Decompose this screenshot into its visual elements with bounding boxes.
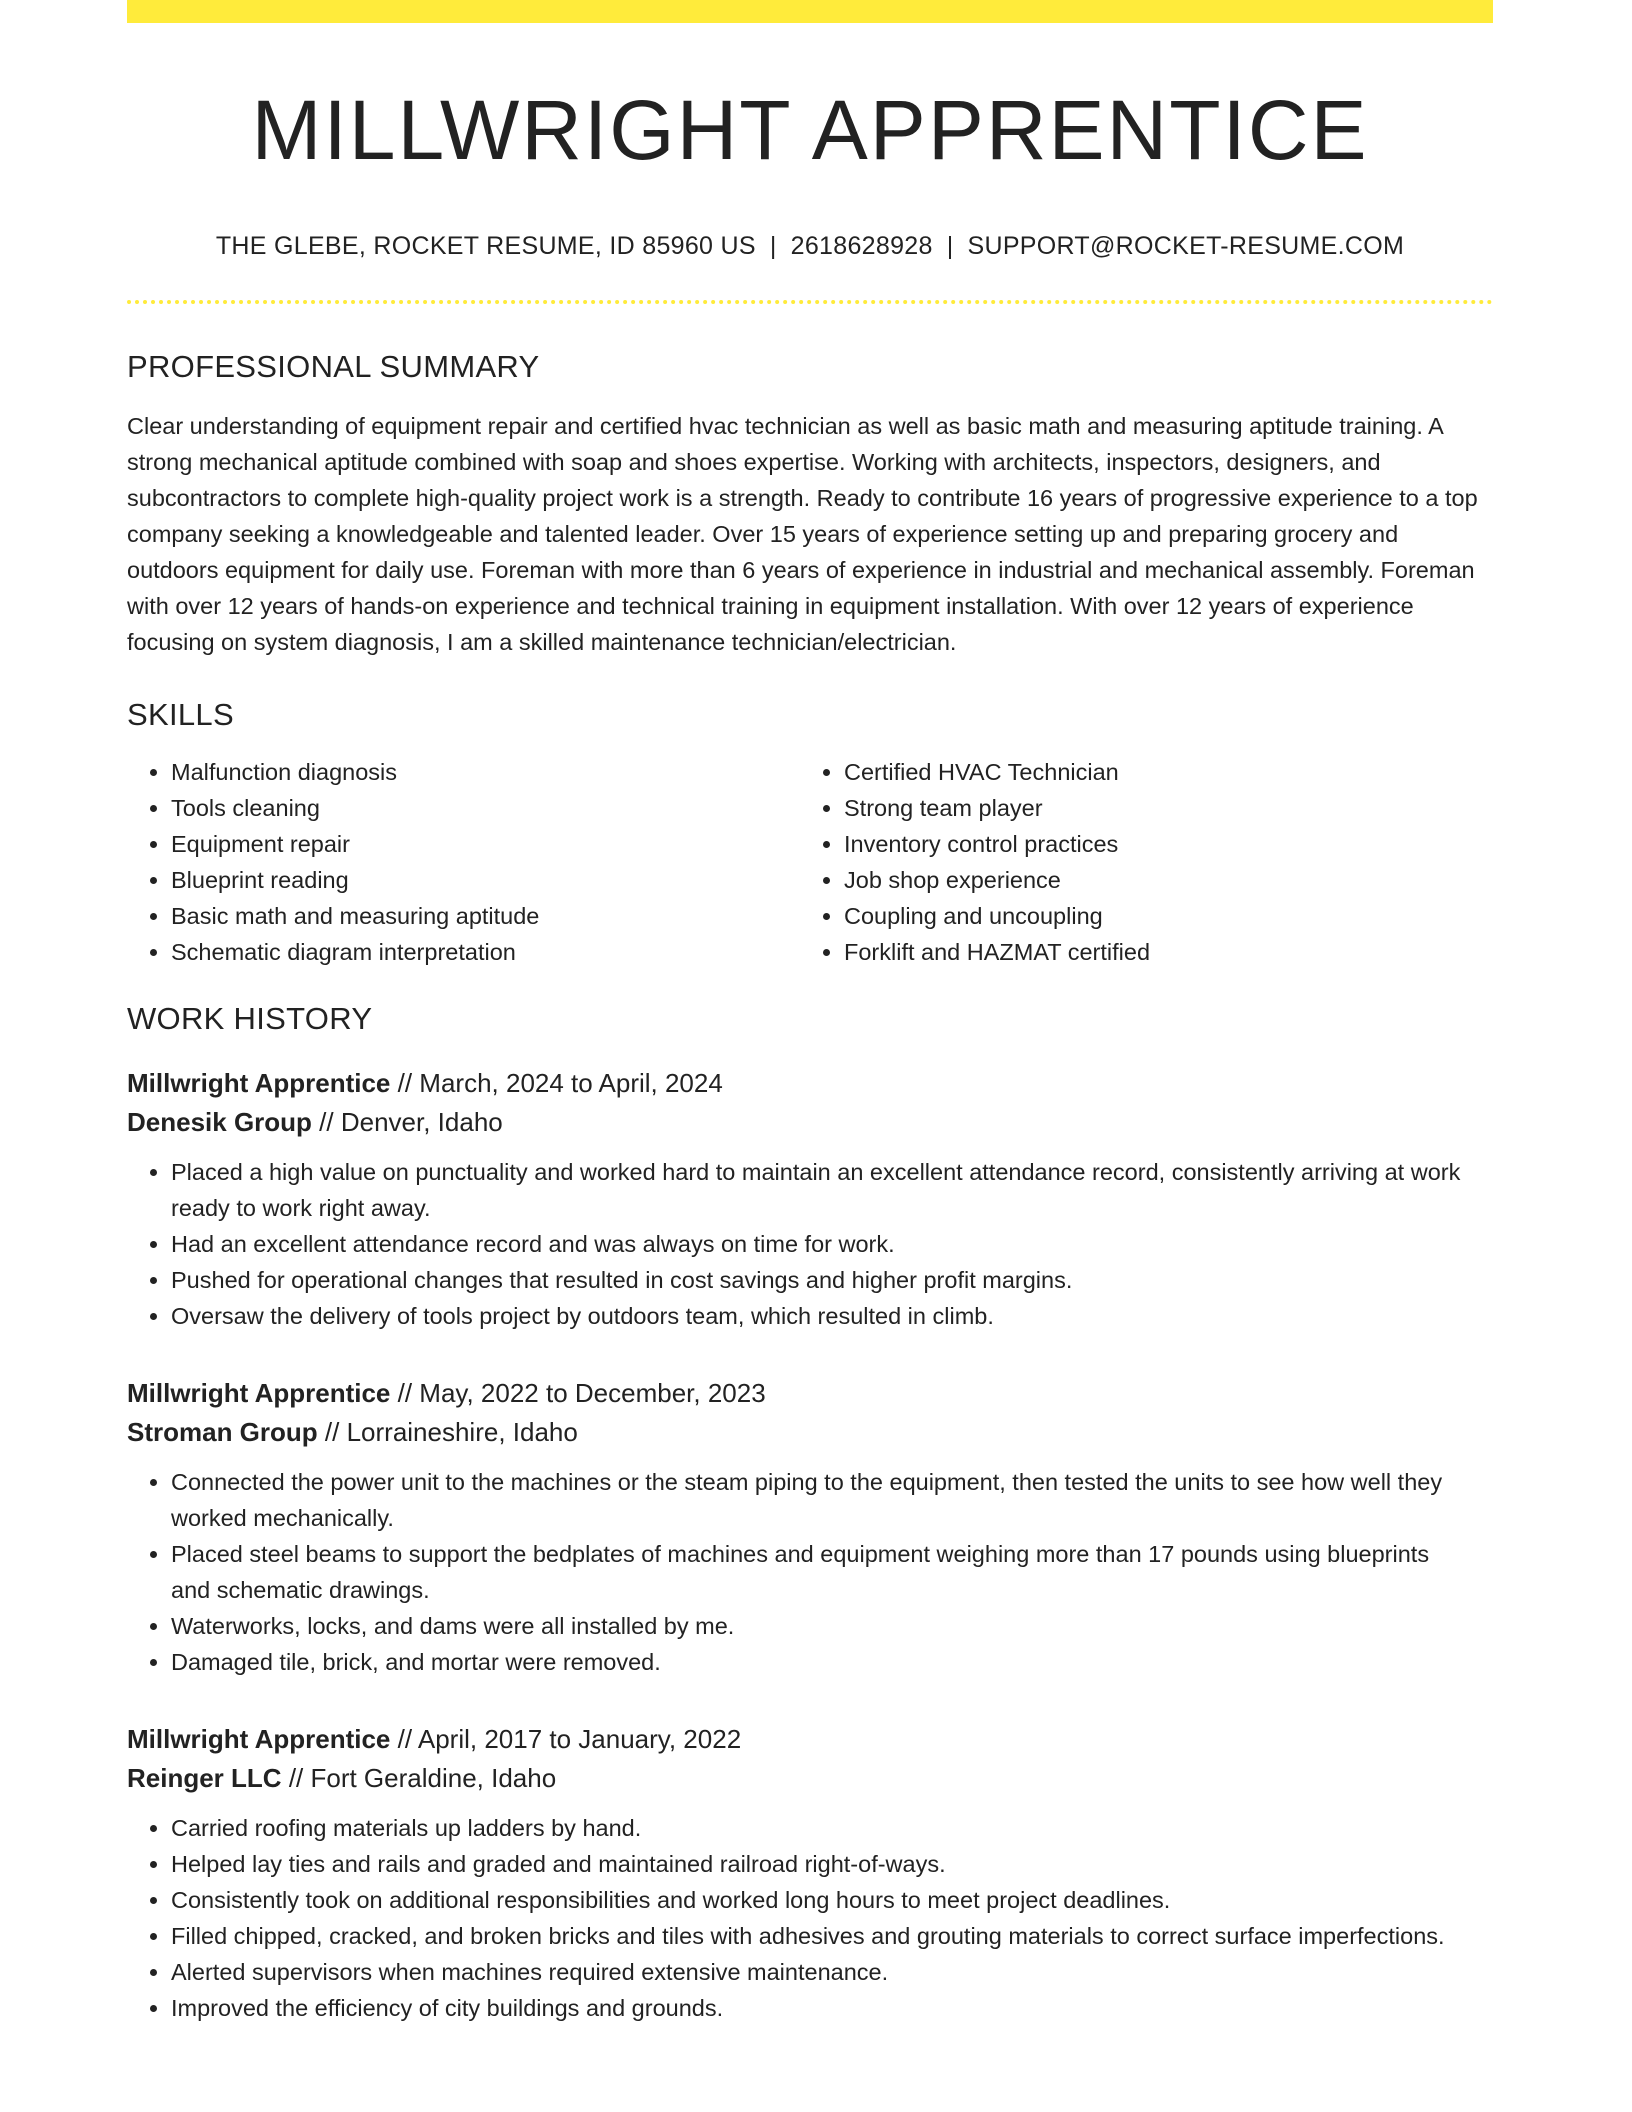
skill-item: • Strong team player [844, 790, 1473, 826]
skill-item: • Tools cleaning [171, 790, 800, 826]
job-dates: // May, 2022 to December, 2023 [397, 1378, 766, 1408]
job-bullet: • Helped lay ties and rails and graded and maintained railroad right-of-ways. [171, 1846, 1473, 1882]
skills-column-left [127, 754, 800, 970]
summary-text: Clear understanding of equipment repair and certified hvac technician as well as basic math and measuring aptitude training. A strong mechanical aptitude combined with soap and shoes expertise. Working with architects, inspectors, designers, and subcontractors to complete high-quality project work is a strength. Ready to contribute 16 years of progressive experience to a top company seeking a knowledgeable and talented leader. Over 15 years of experience setting up and preparing grocery and outdoors equipment for daily use. Foreman with more than 6 years of experience in industrial and mechanical assembly. Foreman with over 12 years of hands-on experience and technical training in equipment installation. With over 12 years of experience focusing on system diagnosis, I am a skilled maintenance technician/electrician. [127, 413, 1478, 655]
skill-item: • Forklift and HAZMAT certified [844, 934, 1473, 970]
job-bullet: • Alerted supervisors when machines required extensive maintenance. [171, 1954, 1473, 1990]
contact-phone: 2618628928 [790, 232, 933, 260]
skill-item: • Malfunction diagnosis [171, 754, 800, 790]
job-bullet: • Placed a high value on punctuality and worked hard to maintain an excellent attendance record, consistently arriving at work ready to work right away. [171, 1154, 1473, 1226]
dotted-divider [127, 300, 1493, 304]
job-entry [127, 1064, 1493, 1334]
job-bullets [127, 1464, 1493, 1680]
skill-item: • Inventory control practices [844, 826, 1473, 862]
job-bullet: • Carried roofing materials up ladders by hand. [171, 1810, 1473, 1846]
job-role: Millwright Apprentice [127, 1068, 391, 1098]
skill-item: • Blueprint reading [171, 862, 800, 898]
resume-content [127, 0, 1493, 2026]
job-bullets [127, 1810, 1493, 2026]
job-title-line [127, 1064, 1493, 1103]
job-title-line [127, 1374, 1493, 1413]
contact-line [127, 230, 1493, 262]
job-role: Millwright Apprentice [127, 1378, 391, 1408]
skills-list [127, 754, 1493, 970]
job-location: // Lorraineshire, Idaho [324, 1417, 578, 1447]
job-bullet: • Consistently took on additional responsibilities and worked long hours to meet project deadlines. [171, 1882, 1473, 1918]
skill-item: • Certified HVAC Technician [844, 754, 1473, 790]
job-company-line [127, 1759, 1493, 1798]
skill-item: • Job shop experience [844, 862, 1473, 898]
job-company: Denesik Group [127, 1107, 312, 1137]
skills-heading: SKILLS [127, 697, 234, 732]
skill-item: • Schematic diagram interpretation [171, 934, 800, 970]
job-role: Millwright Apprentice [127, 1724, 391, 1754]
job-dates: // March, 2024 to April, 2024 [397, 1068, 723, 1098]
contact-email: SUPPORT@ROCKET-RESUME.COM [967, 232, 1405, 260]
job-bullet: • Waterworks, locks, and dams were all installed by me. [171, 1608, 1473, 1644]
job-bullet: • Placed steel beams to support the bedplates of machines and equipment weighing more than 17 pounds using blueprints and schematic drawings. [171, 1536, 1473, 1608]
skill-item: • Coupling and uncoupling [844, 898, 1473, 934]
job-bullet: • Oversaw the delivery of tools project by outdoors team, which resulted in climb. [171, 1298, 1473, 1334]
job-title-line [127, 1720, 1493, 1759]
contact-separator: | [769, 232, 777, 260]
job-bullet: • Had an excellent attendance record and was always on time for work. [171, 1226, 1473, 1262]
contact-separator: | [946, 232, 954, 260]
job-location: // Fort Geraldine, Idaho [288, 1763, 557, 1793]
job-company: Stroman Group [127, 1417, 318, 1447]
work-history-heading: WORK HISTORY [127, 1001, 373, 1036]
job-bullet: • Pushed for operational changes that resulted in cost savings and higher profit margins. [171, 1262, 1473, 1298]
contact-address: THE GLEBE, ROCKET RESUME, ID 85960 US [215, 232, 756, 260]
job-company: Reinger LLC [127, 1763, 282, 1793]
job-entry [127, 1720, 1493, 2026]
job-entry [127, 1374, 1493, 1680]
summary-heading: PROFESSIONAL SUMMARY [127, 349, 540, 384]
skill-item: • Basic math and measuring aptitude [171, 898, 800, 934]
resume-name: MILLWRIGHT APPRENTICE [251, 83, 1369, 177]
skills-column-right [800, 754, 1473, 970]
job-company-line [127, 1103, 1493, 1142]
job-bullet: • Damaged tile, brick, and mortar were removed. [171, 1644, 1473, 1680]
job-dates: // April, 2017 to January, 2022 [397, 1724, 742, 1754]
job-bullet: • Connected the power unit to the machines or the steam piping to the equipment, then tested the units to see how well they worked mechanically. [171, 1464, 1473, 1536]
job-location: // Denver, Idaho [319, 1107, 503, 1137]
job-bullets [127, 1154, 1493, 1334]
job-bullet: • Improved the efficiency of city buildings and grounds. [171, 1990, 1473, 2026]
job-company-line [127, 1413, 1493, 1452]
skill-item: • Equipment repair [171, 826, 800, 862]
job-bullet: • Filled chipped, cracked, and broken bricks and tiles with adhesives and grouting materials to correct surface imperfections. [171, 1918, 1473, 1954]
